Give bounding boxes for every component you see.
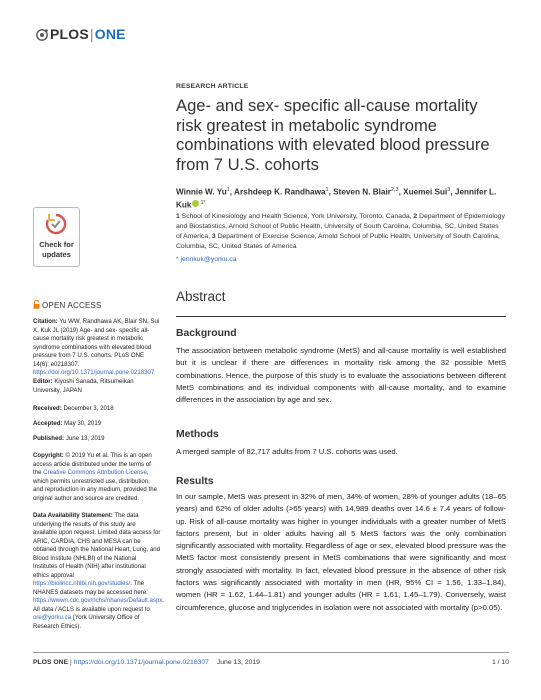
- methods-paragraph: A merged sample of 82,717 adults from 7 U.S. cohorts was used.: [176, 447, 398, 456]
- footer-divider: [33, 652, 509, 653]
- affiliation-number: 3: [211, 233, 216, 240]
- affiliation-text: Department of Epidemiology and Biostatistics, Arnold School of Public Health, University of South Carolina, Columbia, SC, United States of America,: [176, 213, 505, 240]
- logo-separator: |: [89, 26, 94, 42]
- check-updates-line2: updates: [42, 250, 71, 259]
- author-affiliation-mark: 2,3: [390, 187, 399, 193]
- results-heading: Results: [176, 476, 214, 487]
- footer-journal: PLOS ONE: [33, 659, 69, 666]
- data-availability-block: [33, 512, 165, 631]
- received-text: December 3, 2018: [63, 405, 114, 412]
- data-availability-text-3: . All data / ACLS is available upon request to: [33, 597, 165, 613]
- copyright-text-2: , which permits unrestricted use, distribution, and reproduction in any medium, provided the original author and source are credited.: [33, 469, 157, 502]
- background-heading: Background: [176, 328, 237, 339]
- received-label: Received:: [33, 405, 62, 412]
- data-availability-label: Data Availability Statement:: [33, 512, 113, 519]
- received-block: [33, 405, 161, 414]
- journal-logo: [36, 26, 126, 42]
- accepted-label: Accepted:: [33, 420, 63, 427]
- page-number: 1 / 10: [491, 659, 509, 666]
- nhanes-link[interactable]: https://wwwn.cdc.gov/nchs/nhanes/Default.aspx: [33, 597, 163, 604]
- editor-text: Kiyoshi Sanada, Ritsumeikan University, JAPAN: [33, 378, 134, 394]
- author-affiliation-mark: 1*: [200, 199, 206, 206]
- author-name[interactable]: Jennifer L. Kuk: [176, 187, 497, 210]
- cc-license-link[interactable]: Creative Commons Attribution License: [43, 469, 147, 476]
- published-label: Published:: [33, 435, 65, 442]
- methods-heading: Methods: [176, 429, 219, 440]
- affiliation-text: School of Kinesiology and Health Science, York University, Toronto, Canada,: [181, 213, 412, 220]
- check-updates-line1: Check for: [39, 240, 74, 249]
- background-paragraph: The association between metabolic syndrome (MetS) and all-cause mortality is well established but it is unclear if there are differences in mortality risk among the 32 possible MetS combinations. Hence, the purpose of this study is to evaluate the associations between different MetS combinations and its individual components with all-cause mortality, and to examine differences in the association by age and sex.: [176, 346, 506, 405]
- author-affiliation-mark: 3: [447, 187, 451, 193]
- author-name[interactable]: Xuemei Sui: [403, 187, 448, 197]
- author-list: Winnie W. Yu$^1$, Arshdeep K. Randhawa$^1$, Steven N. Blair$^{2,3}$, Xuemei Sui$^3$, Jennifer L. Kuk $^{1*}$: [176, 187, 497, 210]
- plos-logo-icon: [36, 29, 48, 41]
- editor-label: Editor:: [33, 378, 53, 385]
- published-block: [33, 435, 161, 444]
- abstract-divider: [176, 316, 506, 317]
- logo-one: ONE: [94, 26, 126, 42]
- corresponding-email[interactable]: [176, 256, 506, 263]
- check-for-updates-badge[interactable]: [33, 207, 80, 267]
- author-name[interactable]: Arshdeep K. Randhawa: [234, 187, 326, 197]
- affiliations: [176, 212, 506, 252]
- citation-doi-link[interactable]: https://doi.org/10.1371/journal.pone.0218307: [33, 369, 155, 376]
- copyright-label: Copyright:: [33, 452, 64, 459]
- accepted-text: May 30, 2019: [64, 420, 102, 427]
- footer-separator: |: [70, 659, 72, 666]
- article-type: RESEARCH ARTICLE: [176, 83, 249, 90]
- open-access-label: [33, 300, 102, 310]
- email-link[interactable]: * jennkuk@yorku.ca: [176, 256, 237, 263]
- check-updates-icon: [45, 213, 67, 235]
- affiliation-number: 2: [413, 213, 418, 220]
- open-lock-icon: [33, 300, 40, 309]
- open-access-text: OPEN ACCESS: [42, 301, 102, 310]
- editor-block: [33, 378, 161, 395]
- article-title: Age- and sex- specific all-cause mortality risk greatest in metabolic syndrome combinations with elevated blood pressure from 7 U.S. cohorts: [176, 96, 490, 174]
- orcid-icon[interactable]: [192, 200, 199, 207]
- affiliation-text: Department of Exercise Science, Arnold School of Public Health, University of South Carolina, Columbia, SC, United States of America: [176, 233, 500, 250]
- logo-plos: PLOS: [50, 26, 89, 42]
- results-paragraph: In our sample, MetS was present in 32% of men, 34% of women, 28% of younger adults (18–65 years) and 62% of older adults (>65 years) with 14,989 deaths over 14.6 ± 7.4 years of follow-up. Risk of all-cause mortality was higher in younger individuals with a greater number of MetS factors present, but in older adults having all 5 MetS factors was the only combination significantly associated with mortality. Regardless of age or sex, elevated blood pressure was the MetS factor most consistently present in MetS combinations that were significantly and most strongly associated with mortality. In fact, elevated blood pressure in the absence of other risk factors was significantly associated with mortality in men (HR, 95% CI = 1.56, 1.33–1.84), women (HR = 1.62, 1.44–1.81) and younger adults (HR = 1.61, 1.45–1.79). Conversely, waist circumference, glucose and triglycerides in isolation were not associated with mortality (p>0.05).: [176, 492, 506, 612]
- footer-date: June 13, 2019: [216, 659, 260, 666]
- accepted-block: [33, 420, 161, 429]
- page-footer: [33, 659, 509, 666]
- author-affiliation-mark: 1: [325, 187, 329, 193]
- biolincc-link[interactable]: https://biolincc.nhlbi.nih.gov/studies/: [33, 580, 131, 587]
- citation-block: [33, 318, 161, 378]
- author-name[interactable]: Steven N. Blair: [333, 187, 391, 197]
- citation-text: Yu WW, Randhawa AK, Blair SN, Sui X, Kuk JL (2019) Age- and sex- specific all-cause mortality risk greatest in metabolic syndrome combinations with elevated blood pressure from 7 U.S. cohorts. PLoS ONE 14(6): e0218307.: [33, 318, 160, 368]
- footer-doi-link[interactable]: https://doi.org/10.1371/journal.pone.0218307: [73, 659, 209, 666]
- published-text: June 13, 2019: [65, 435, 105, 442]
- copyright-text-1: © 2019 Yu et al. This is an open access article distributed under the terms of the: [33, 452, 152, 476]
- copyright-block: [33, 452, 161, 503]
- data-availability-text-2: . The NHANES datasets may be accessed here:: [33, 580, 148, 596]
- abstract-heading: Abstract: [176, 289, 226, 304]
- data-availability-text-1: The data underlying the results of this study are available upon request. Limited data access for ARIC, CARDIA, CHS and MESA can be obtained through the National Heart, Lung, and Blood Institute (NHLBI) of the National Institutes of Health (NIH) after institutional ethics approval: [33, 512, 161, 579]
- affiliation-number: 1: [176, 213, 180, 220]
- author-affiliation-mark: 1: [226, 187, 230, 193]
- data-availability-text-4: (York University Office of Research Ethics).: [33, 614, 140, 630]
- author-name[interactable]: Winnie W. Yu: [176, 187, 227, 197]
- ore-email-link[interactable]: ore@yorku.ca: [33, 614, 72, 621]
- citation-label: Citation:: [33, 318, 58, 325]
